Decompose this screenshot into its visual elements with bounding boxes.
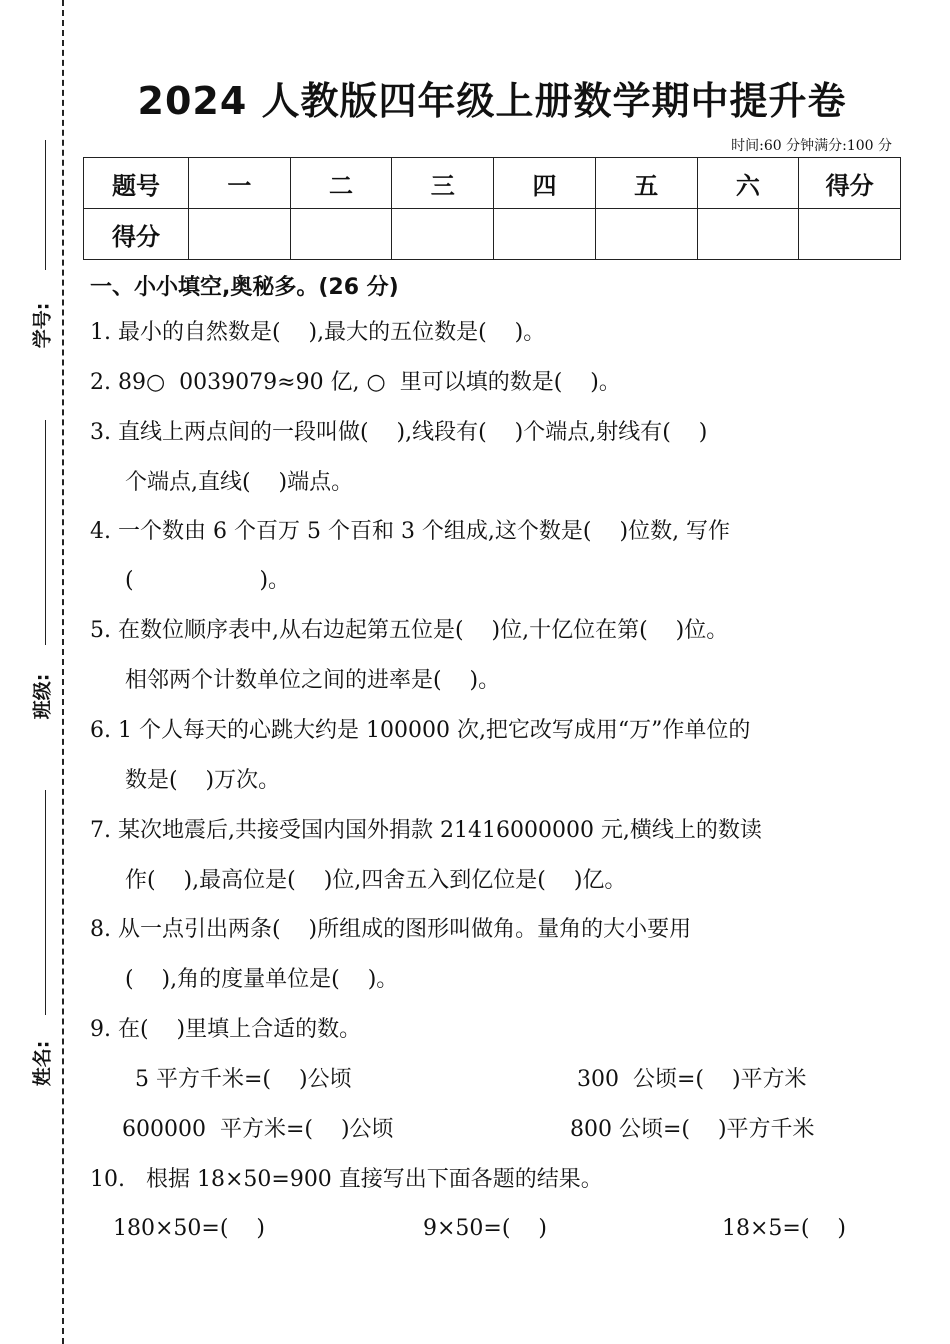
question-8-line-2: ( ),角的度量单位是( )。 <box>125 967 399 992</box>
header-cell: 题号 <box>84 158 189 209</box>
header-cell: 得分 <box>799 158 901 209</box>
binding-dashed-line <box>62 0 64 1344</box>
header-cell: 四 <box>494 158 596 209</box>
score-value-row <box>84 209 901 260</box>
header-cell: 一 <box>189 158 291 209</box>
question-5-line-2: 相邻两个计数单位之间的进率是( )。 <box>125 668 501 693</box>
header-cell: 二 <box>290 158 392 209</box>
question-2: 2. 89○ 0039079≈90 亿, ○ 里可以填的数是( )。 <box>90 370 621 395</box>
question-4-line-2: ( )。 <box>125 568 291 593</box>
exam-meta: 时间:60 分钟满分:100 分 <box>731 138 892 154</box>
name-label: 姓名: <box>31 1040 54 1087</box>
question-9-item-2: 300 公顷=( )平方米 <box>577 1067 807 1092</box>
class-line <box>45 420 46 645</box>
score-cell[interactable] <box>595 209 697 260</box>
question-5-line-1: 5. 在数位顺序表中,从右边起第五位是( )位,十亿位在第( )位。 <box>90 618 729 643</box>
question-3-line-2: 个端点,直线( )端点。 <box>125 470 354 495</box>
score-cell[interactable] <box>799 209 901 260</box>
question-10-item-2: 9×50=( ) <box>423 1216 547 1241</box>
question-3-line-1: 3. 直线上两点间的一段叫做( ),线段有( )个端点,射线有( ) <box>90 420 708 445</box>
score-cell[interactable] <box>494 209 596 260</box>
question-10: 10. 根据 18×50=900 直接写出下面各题的结果。 <box>90 1167 603 1192</box>
page-title: 2024 人教版四年级上册数学期中提升卷 <box>137 79 847 123</box>
question-7-line-2: 作( ),最高位是( )位,四舍五入到亿位是( )亿。 <box>125 868 627 893</box>
question-10-item-3: 18×5=( ) <box>722 1216 846 1241</box>
score-header-row <box>84 158 901 209</box>
question-10-item-1: 180×50=( ) <box>113 1216 265 1241</box>
question-9-item-1: 5 平方千米=( )公顷 <box>135 1067 352 1092</box>
question-9: 9. 在( )里填上合适的数。 <box>90 1017 362 1042</box>
question-4-line-1: 4. 一个数由 6 个百万 5 个百和 3 个组成,这个数是( )位数, 写作 <box>90 519 731 544</box>
student-no-label: 学号: <box>31 302 54 349</box>
question-9-item-3: 600000 平方米=( )公顷 <box>122 1117 394 1142</box>
question-1: 1. 最小的自然数是( ),最大的五位数是( )。 <box>90 320 546 345</box>
section-title: 一、小小填空,奥秘多。(26 分) <box>90 275 399 300</box>
name-line <box>45 790 46 1015</box>
score-cell[interactable] <box>392 209 494 260</box>
question-7-line-1: 7. 某次地震后,共接受国内国外捐款 21416000000 元,横线上的数读 <box>90 818 762 843</box>
header-cell: 六 <box>697 158 799 209</box>
score-table <box>83 157 901 260</box>
student-no-line <box>45 140 46 270</box>
class-label: 班级: <box>31 673 54 720</box>
question-9-item-4: 800 公顷=( )平方千米 <box>570 1117 815 1142</box>
score-row-label: 得分 <box>84 209 189 260</box>
header-cell: 三 <box>392 158 494 209</box>
score-cell[interactable] <box>697 209 799 260</box>
score-cell[interactable] <box>290 209 392 260</box>
score-cell[interactable] <box>189 209 291 260</box>
question-6-line-2: 数是( )万次。 <box>125 768 281 793</box>
question-6-line-1: 6. 1 个人每天的心跳大约是 100000 次,把它改写成用“万”作单位的 <box>90 718 751 743</box>
header-cell: 五 <box>595 158 697 209</box>
question-8-line-1: 8. 从一点引出两条( )所组成的图形叫做角。量角的大小要用 <box>90 917 692 942</box>
